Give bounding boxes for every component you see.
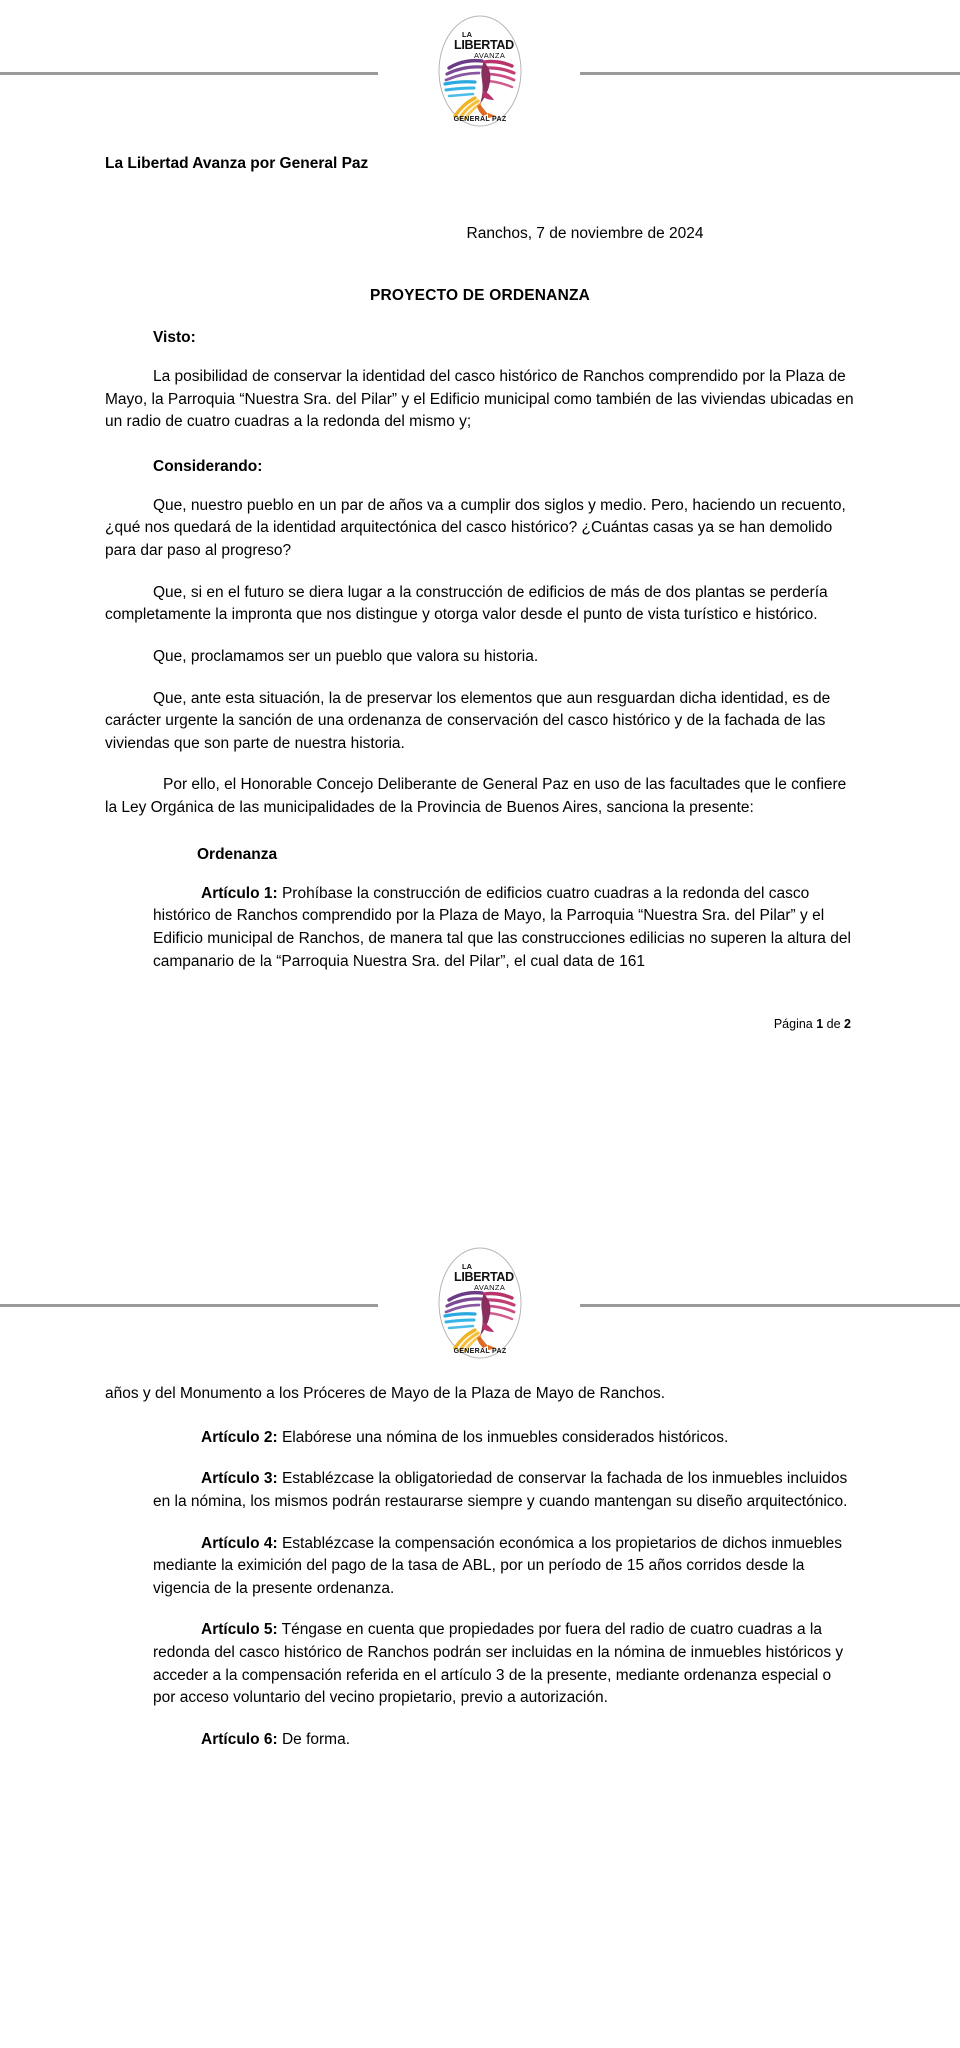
section-label-ordenanza: Ordenanza — [197, 845, 278, 863]
header-rule-right — [580, 72, 960, 75]
paragraph-por-ello: Por ello, el Honorable Concejo Deliberante de General Paz en uso de las facultades que le confiere la Ley Orgánica de las municipalidades de la Provincia de Buenos Aires, sanciona la presente: — [105, 776, 847, 817]
articulo-6-text: De forma. — [277, 1730, 351, 1748]
footer-prefix: Página — [773, 1017, 817, 1032]
articulo-3-text: Establézcase la obligatoriedad de conservar la fachada de los inmuebles incluidos en la nómina, los mismos podrán restaurarse siempre y cuando mantengan su diseño arquitectónico. — [153, 1470, 848, 1510]
paragraph-considerando-2: Que, si en el futuro se diera lugar a la construcción de edificios de más de dos plantas se perdería completamente la impronta que nos distingue y otorga valor desde el punto de vista turístico e histórico. — [105, 583, 828, 624]
articulo-4-tag: Artículo 4: — [201, 1534, 278, 1552]
paragraph-articulo-5 — [153, 1619, 855, 1710]
logo-text-general-paz: GENERAL PAZ — [453, 116, 507, 123]
logo-text-avanza: AVANZA — [474, 1283, 506, 1292]
footer-middle: de — [823, 1017, 845, 1032]
logo-text-libertad: LIBERTAD — [454, 38, 514, 52]
logo-text-libertad: LIBERTAD — [454, 1270, 514, 1284]
paragraph-visto: La posibilidad de conservar la identidad del casco histórico de Ranchos comprendido por la Plaza de Mayo, la Parroquia “Nuestra Sra. del Pilar” y el Edificio municipal como también de las viviendas ubicadas en un radio de cuatro cuadras a la redonda del mismo y; — [105, 367, 854, 431]
logo-text-la: LA — [462, 1262, 472, 1271]
paragraph-considerando-1: Que, nuestro pueblo en un par de años va a cumplir dos siglos y medio. Pero, haciendo un recuento, ¿qué nos quedará de la identidad arquitectónica del casco histórico? ¿Cuántas casas ya se han demolido para dar paso al progreso? — [105, 496, 846, 560]
paragraph-articulo-1-continued: años y del Monumento a los Próceres de Mayo de la Plaza de Mayo de Ranchos. — [105, 1385, 666, 1402]
articulo-2-text: Elabórese una nómina de los inmuebles considerados históricos. — [277, 1428, 729, 1446]
articulo-4-text: Establézcase la compensación económica a los propietarios de dichos inmuebles mediante la eximición del pago de la tasa de ABL, por un período de 15 años corridos desde la vigencia de la presente ordenanza. — [153, 1534, 842, 1597]
document-page-2 — [0, 1232, 960, 2048]
articulo-5-tag: Artículo 5: — [201, 1621, 278, 1639]
articulo-6-tag: Artículo 6: — [201, 1730, 278, 1748]
paragraph-articulo-6 — [153, 1729, 855, 1752]
party-logo-p2 — [422, 1244, 538, 1362]
paragraph-articulo-3 — [153, 1468, 855, 1513]
paragraph-articulo-1 — [153, 883, 855, 974]
paragraph-considerando-3: Que, proclamamos ser un pueblo que valora su historia. — [153, 647, 539, 665]
articulo-1-tag: Artículo 1: — [201, 884, 278, 902]
header-rule-left — [0, 72, 378, 75]
header-rule-right-p2 — [580, 1304, 960, 1307]
footer-total-pages: 2 — [844, 1017, 851, 1032]
page-2-header — [0, 1232, 960, 1364]
logo-text-general-paz: GENERAL PAZ — [453, 1348, 507, 1355]
articulo-1-text: Prohíbase la construcción de edificios cuatro cuadras a la redonda del casco histórico de Ranchos comprendido por la Plaza de Mayo, la Parroquia “Nuestra Sra. del Pilar” y el Edificio municipal de Ranchos, de manera tal que las construcciones edilicias no superen la altura del campanario de la “Parroquia Nuestra Sra. del Pilar”, el cual data de 161 — [153, 884, 851, 970]
page-footer-1 — [105, 1017, 855, 1031]
articulo-5-text: Téngase en cuenta que propiedades por fuera del radio de cuatro cuadras a la redonda del casco histórico de Ranchos podrán ser incluidas en la nómina de inmuebles históricos y acceder a la compensación referida en el artículo 3 de la presente, mediante ordenanza especial o por acceso voluntario del vecino propietario, previo a autorización. — [153, 1621, 844, 1707]
articulo-3-tag: Artículo 3: — [201, 1470, 278, 1488]
logo-text-la: LA — [462, 30, 472, 39]
la-libertad-avanza-logo-icon — [422, 1244, 538, 1362]
page-header — [0, 0, 960, 132]
page-1-body — [0, 154, 960, 1031]
date-line: Ranchos, 7 de noviembre de 2024 — [466, 224, 704, 242]
la-libertad-avanza-logo-icon — [422, 12, 538, 130]
section-label-visto: Visto: — [153, 328, 196, 346]
page-2-body — [0, 1383, 960, 1752]
footer-current-page: 1 — [816, 1017, 824, 1032]
document-title: PROYECTO DE ORDENANZA — [369, 286, 591, 304]
paragraph-considerando-4: Que, ante esta situación, la de preservar los elementos que aun resguardan dicha identidad, es de carácter urgente la sanción de una ordenanza de conservación del casco histórico y de la fachada de las viviendas que son parte de nuestra historia. — [105, 689, 831, 752]
organization-name: La Libertad Avanza por General Paz — [105, 155, 369, 172]
paragraph-articulo-2 — [153, 1427, 855, 1450]
logo-text-avanza: AVANZA — [474, 51, 506, 60]
section-label-considerando: Considerando: — [153, 457, 263, 475]
party-logo — [422, 12, 538, 130]
paragraph-articulo-4 — [153, 1533, 855, 1601]
header-rule-left-p2 — [0, 1304, 378, 1307]
articulo-2-tag: Artículo 2: — [201, 1428, 278, 1446]
